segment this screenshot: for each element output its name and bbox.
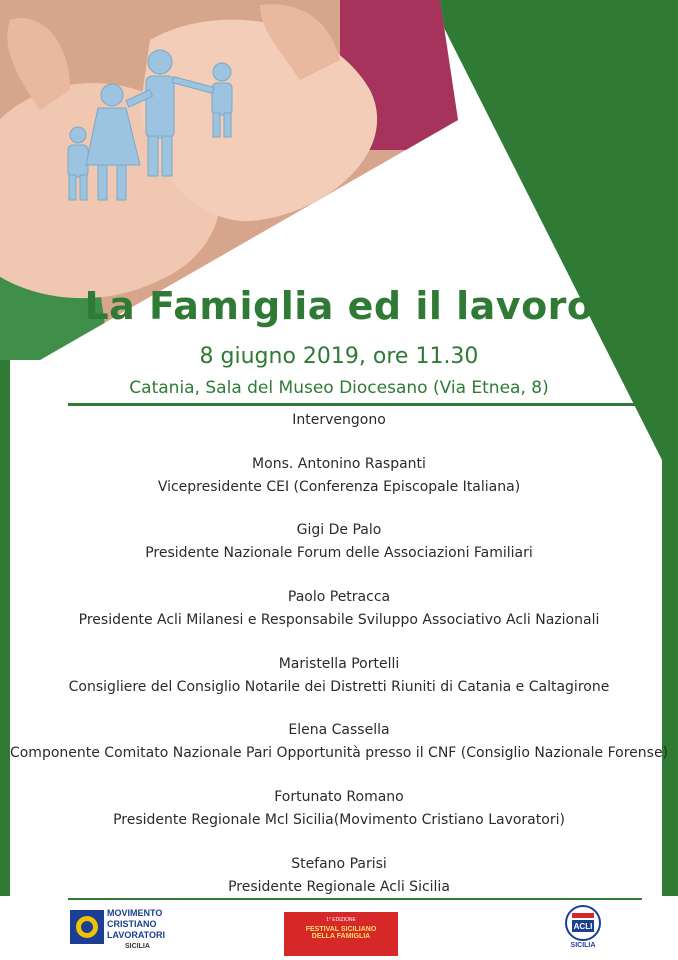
mcl-logo-region: SICILIA: [125, 943, 150, 950]
mcl-emblem-icon: [70, 910, 104, 944]
speaker-name: Stefano Parisi: [291, 856, 387, 872]
speaker-role: Presidente Regionale Mcl Sicilia(Movimento Cristiano Lavoratori): [113, 812, 565, 828]
mcl-logo-line1: MOVIMENTO: [107, 908, 163, 918]
festival-logo: [284, 912, 398, 956]
mcl-logo: [70, 908, 180, 956]
speaker-role: Consigliere del Consiglio Notarile dei Distretti Riuniti di Catania e Caltagirone: [68, 679, 610, 695]
acli-emblem-icon: [563, 904, 603, 942]
event-title: La Famiglia ed il lavoro: [84, 284, 594, 328]
acli-logo-region: SICILIA: [570, 942, 596, 949]
speaker-role: Presidente Regionale Acli Sicilia: [228, 879, 450, 895]
speaker-role: Presidente Nazionale Forum delle Associazioni Familiari: [145, 545, 533, 561]
festival-logo-edition: 1° EDIZIONE: [326, 917, 356, 923]
speaker-name: Paolo Petracca: [287, 589, 391, 605]
speaker-role: Vicepresidente CEI (Conferenza Episcopale Italiana): [157, 479, 521, 495]
acli-logo-name: ACLI: [573, 922, 593, 931]
event-location: Catania, Sala del Museo Diocesano (Via Etnea, 8): [129, 378, 549, 398]
mcl-logo-line2: CRISTIANO: [107, 919, 157, 929]
festival-logo-line2: DELLA FAMIGLIA: [311, 933, 371, 940]
festival-logo-line1: FESTIVAL SICILIANO: [305, 926, 377, 933]
speaker-role: Presidente Acli Milanesi e Responsabile Sviluppo Associativo Acli Nazionali: [78, 612, 600, 628]
speakers-intro: Intervengono: [292, 412, 386, 428]
mcl-logo-line3: LAVORATORI: [107, 930, 165, 940]
speaker-name: Fortunato Romano: [274, 789, 404, 805]
speaker-name: Gigi De Palo: [296, 522, 382, 538]
speaker-name: Elena Cassella: [288, 722, 390, 738]
acli-logo: [560, 904, 606, 956]
speaker-name: Mons. Antonino Raspanti: [252, 456, 426, 472]
event-date-time: 8 giugno 2019, ore 11.30: [199, 344, 479, 369]
footer-divider: [68, 898, 642, 900]
speaker-role: Componente Comitato Nazionale Pari Opportunità presso il CNF (Consiglio Nazionale Forense): [9, 745, 669, 761]
speaker-name: Maristella Portelli: [278, 656, 400, 672]
header-divider: [68, 403, 642, 406]
